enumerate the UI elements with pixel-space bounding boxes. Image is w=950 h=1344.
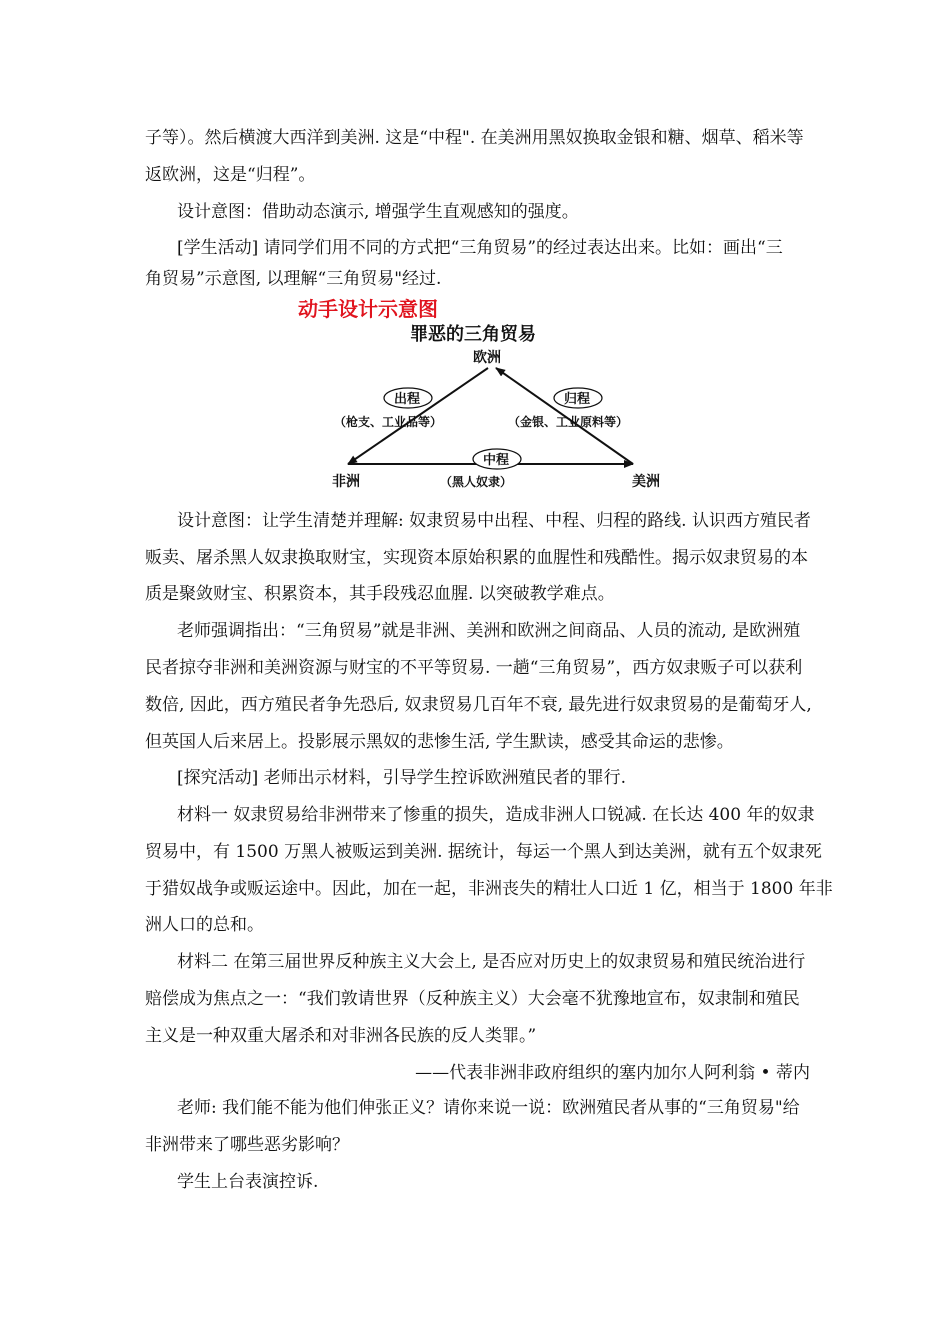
paragraph-line: 设计意图：让学生清楚并理解: 奴隶贸易中出程、中程、归程的路线. 认识西方殖民者 xyxy=(177,511,811,531)
paragraph-line: [学生活动] 请同学们用不同的方式把“三角贸易”的经过表达出来。比如：画出“三 xyxy=(177,238,783,258)
paragraph-line: 但英国人后来居上。投影展示黑奴的悲惨生活, 学生默读，感受其命运的悲惨。 xyxy=(145,732,734,752)
paragraph-line: 质是聚敛财宝、积累资本，其手段残忍血腥. 以突破教学难点。 xyxy=(145,584,615,604)
paragraph-line: 老师强调指出：“三角贸易”就是非洲、美洲和欧洲之间商品、人员的流动, 是欧洲殖 xyxy=(177,621,801,641)
paragraph-line: 非洲带来了哪些恶劣影响？ xyxy=(145,1135,349,1155)
material-two-line: 赔偿成为焦点之一：“我们敦请世界（反种族主义）大会毫不犹豫地宣布，奴隶制和殖民 xyxy=(145,989,800,1009)
node-america: 美洲 xyxy=(632,474,660,490)
paragraph-line: 返欧洲，这是“归程”。 xyxy=(145,165,316,185)
paragraph-line: 子等）。然后横渡大西洋到美洲. 这是“中程". 在美洲用黑奴换取金银和糖、烟草、稻米等 xyxy=(145,128,804,148)
material-one-line: 洲人口的总和。 xyxy=(145,915,264,935)
paragraph-line: 民者掠夺非洲和美洲资源与财宝的不平等贸易. 一趟“三角贸易”，西方奴隶贩子可以获利 xyxy=(145,658,803,678)
material-one-line: 于猎奴战争或贩运途中。因此，加在一起，非洲丧失的精壮人口近 1 亿，相当于 1800 年非 xyxy=(145,879,833,899)
diagram-header: 动手设计示意图 xyxy=(298,297,438,321)
paragraph-line: 角贸易”示意图, 以理解“三角贸易"经过. xyxy=(145,269,442,289)
material-one-line: 材料一 奴隶贸易给非洲带来了惨重的损失，造成非洲人口锐减. 在长达 400 年的奴隶 xyxy=(177,805,815,825)
triangle-trade-diagram xyxy=(290,296,690,496)
paragraph-line: [探究活动] 老师出示材料，引导学生控诉欧洲殖民者的罪行. xyxy=(177,768,627,788)
paragraph-line: 贩卖、屠杀黑人奴隶换取财宝，实现资本原始积累的血腥性和残酷性。揭示奴隶贸易的本 xyxy=(145,548,808,568)
leg-return-goods: （金银、工业原料等） xyxy=(508,415,629,429)
leg-middle-goods: （黑人奴隶） xyxy=(440,475,513,489)
leg-return-label: 归程 xyxy=(564,392,591,407)
leg-out-goods: （枪支、工业品等） xyxy=(334,415,443,429)
material-two-line: 主义是一种双重大屠杀和对非洲各民族的反人类罪。” xyxy=(145,1026,537,1046)
paragraph-line: 老师: 我们能不能为他们伸张正义？请你来说一说：欧洲殖民者从事的“三角贸易"给 xyxy=(177,1098,800,1118)
triangle-trade-svg xyxy=(290,296,690,496)
material-two-line: 材料二 在第三届世界反种族主义大会上, 是否应对历史上的奴隶贸易和殖民统治进行 xyxy=(177,952,806,972)
paragraph-line: 数倍, 因此，西方殖民者争先恐后, 奴隶贸易几百年不衰, 最先进行奴隶贸易的是葡萄牙人, xyxy=(145,695,812,715)
node-europe: 欧洲 xyxy=(473,350,501,366)
paragraph-line: 设计意图：借助动态演示, 增强学生直观感知的强度。 xyxy=(177,202,579,222)
material-one-line: 贸易中，有 1500 万黑人被贩运到美洲. 据统计，每运一个黑人到达美洲，就有五个奴隶死 xyxy=(145,842,822,862)
diagram-title: 罪恶的三角贸易 xyxy=(410,324,536,345)
quote-attribution: ——代表非洲非政府组织的塞内加尔人阿利翁 • 蒂内 xyxy=(415,1063,810,1083)
leg-middle-label: 中程 xyxy=(483,453,510,468)
leg-out-label: 出程 xyxy=(394,392,421,407)
paragraph-line: 学生上台表演控诉. xyxy=(177,1172,319,1192)
node-africa: 非洲 xyxy=(332,474,360,490)
